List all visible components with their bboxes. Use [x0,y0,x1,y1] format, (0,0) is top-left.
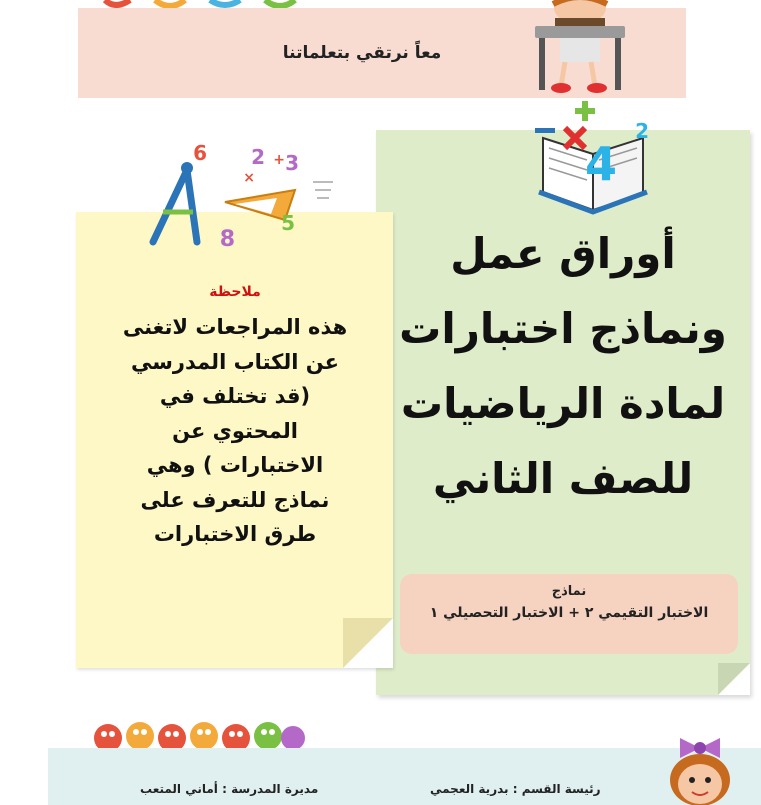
svg-text:+: + [273,152,285,168]
note-line: الاختبارات ) وهي [146,453,324,477]
svg-text:×: × [243,170,255,186]
math-book-icon [535,98,675,216]
svg-text:2: 2 [635,119,649,143]
tests-box [400,574,738,654]
head-of-dept-signature: رئيسة القسم : بدرية العجمي [430,782,601,796]
note-line: نماذج للتعرف على [140,487,330,512]
title-line: ونماذج اختبارات [399,304,727,353]
note-label: ملاحظة [209,284,261,300]
note-line: (قد تختلف في [159,384,311,408]
motto-text: معاً نرتقي بتعلماتنا [282,43,442,63]
svg-text:3: 3 [285,151,299,175]
bottom-numbers-decoration-icon [88,712,308,752]
note-line: هذه المراجعات لاتغنى [122,315,348,339]
green-page-curl-fold [718,663,750,695]
tests-line: الاختبار التقيمي ٢ + الاختبار التحصيلي ١ [429,605,709,621]
girl-with-bow-icon [650,720,750,805]
svg-text:8: 8 [219,227,235,252]
svg-text:5: 5 [281,211,295,235]
title-line: للصف الثاني [432,454,694,503]
note-body [90,310,380,552]
girl-at-desk-icon [525,0,630,98]
yellow-page-curl-fold [343,618,393,668]
note-line: المحتوي عن [172,418,298,443]
svg-text:4: 4 [584,137,617,191]
compass-ruler-icon [135,140,340,252]
title-line: أوراق عمل [450,229,676,278]
cover-title [392,216,734,516]
principal-signature: مديرة المدرسة : أماني المتعب [140,782,319,796]
svg-text:2: 2 [251,145,265,169]
note-line: طرق الاختبارات [153,522,317,546]
svg-text:6: 6 [193,141,207,165]
note-line: عن الكتاب المدرسي [130,349,339,374]
tests-heading: نماذج [551,584,587,599]
title-line: لمادة الرياضيات [400,379,726,428]
